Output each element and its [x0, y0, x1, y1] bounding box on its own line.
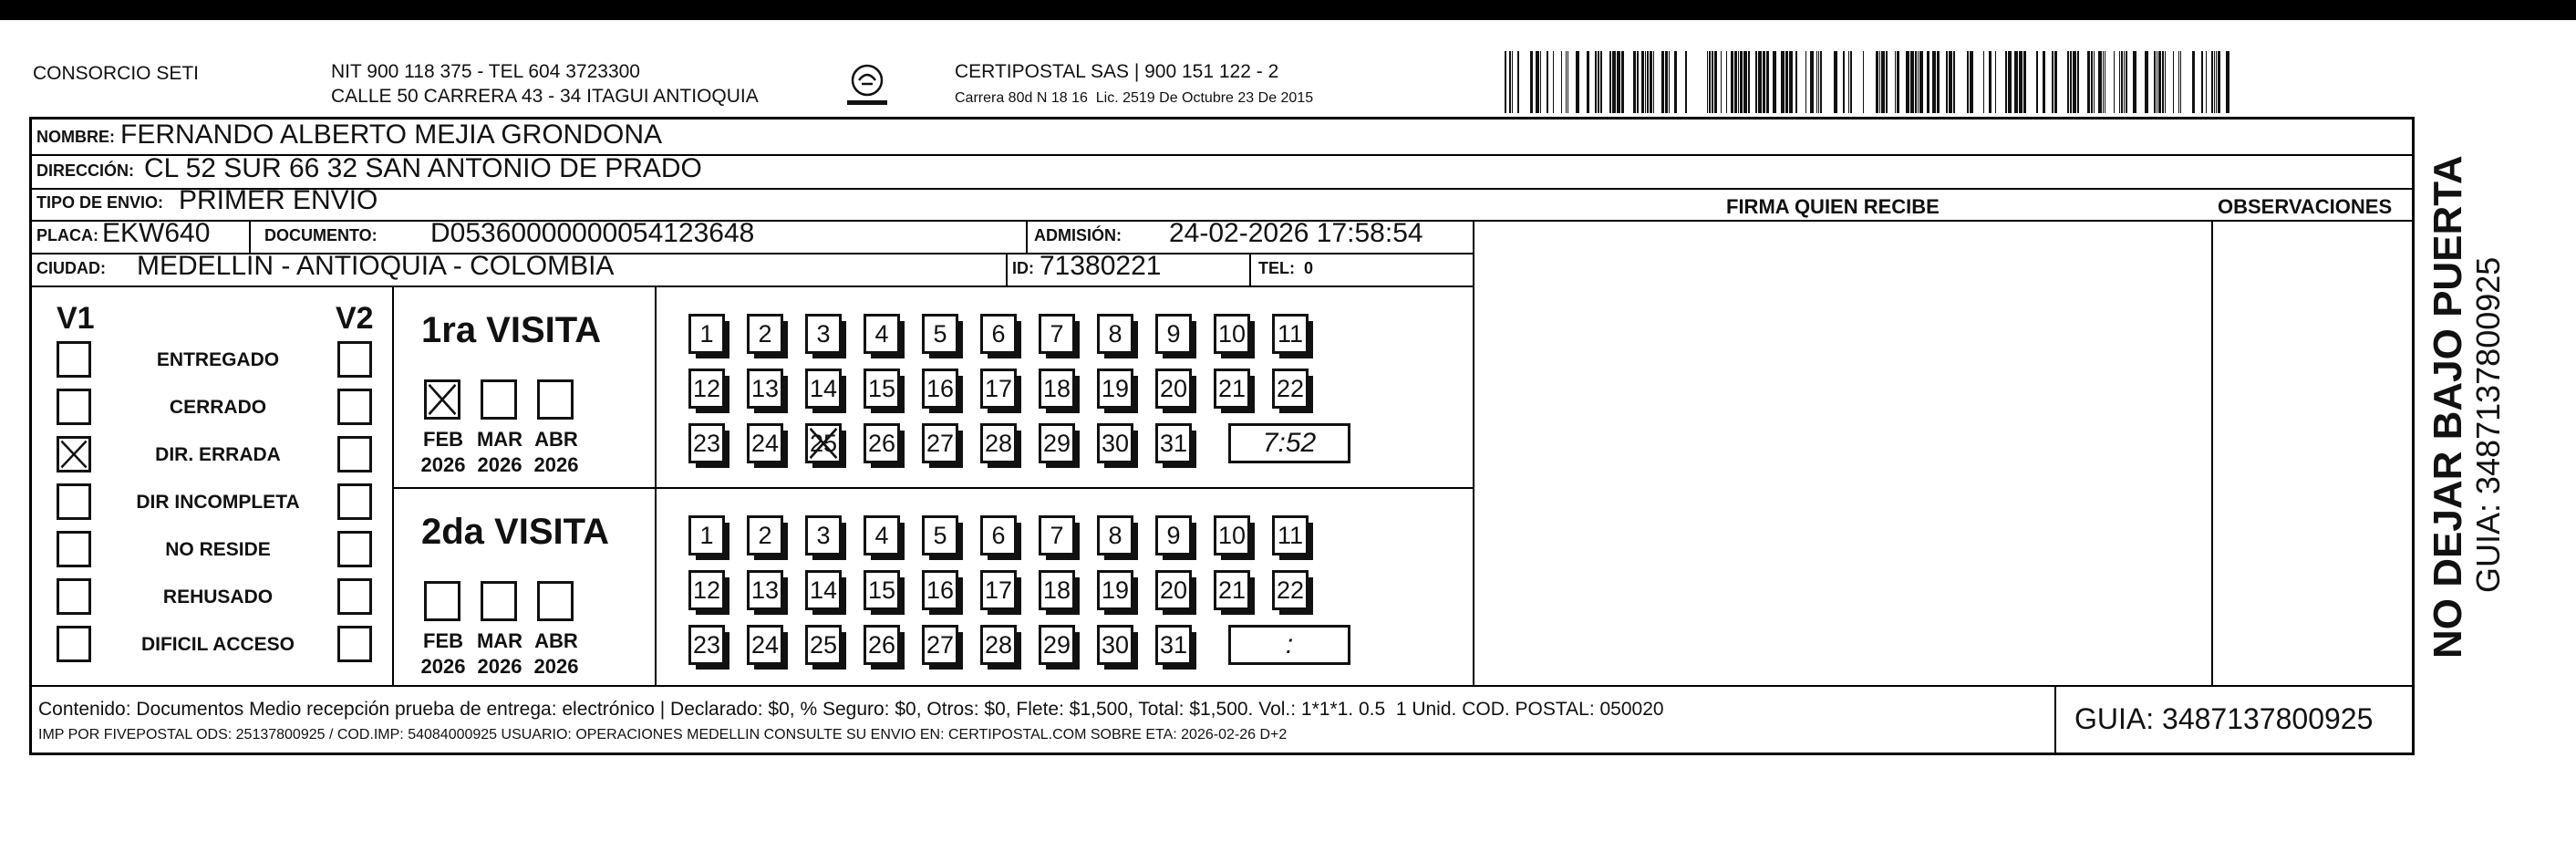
day-box[interactable]: 3 — [805, 314, 842, 354]
day-box[interactable]: 26 — [864, 423, 900, 463]
day-box[interactable]: 8 — [1097, 314, 1133, 354]
day-box[interactable]: 2 — [747, 515, 783, 555]
day-box[interactable]: 22 — [1272, 570, 1309, 610]
day-box[interactable]: 12 — [688, 369, 725, 409]
day-box[interactable]: 9 — [1155, 515, 1192, 555]
day-box[interactable]: 24 — [747, 423, 783, 463]
month-label: MAR 2026 — [476, 629, 523, 678]
v1-label: V1 — [57, 301, 95, 336]
day-box[interactable]: 13 — [747, 570, 783, 610]
day-box[interactable]: 15 — [864, 570, 900, 610]
day-box[interactable]: 10 — [1214, 314, 1250, 354]
admision-value: 24-02-2026 17:58:54 — [1169, 218, 1423, 248]
month-label: FEB 2026 — [420, 428, 466, 476]
day-box[interactable]: 28 — [980, 625, 1017, 665]
tel-label: TEL: — [1258, 259, 1295, 277]
day-box[interactable]: 5 — [922, 515, 958, 555]
v2-checkbox[interactable] — [337, 626, 372, 662]
day-box[interactable]: 12 — [688, 570, 725, 610]
reason-label: ENTREGADO — [156, 349, 280, 370]
day-box[interactable]: 17 — [980, 570, 1017, 610]
v2-checkbox[interactable] — [337, 436, 372, 472]
day-box[interactable]: 16 — [922, 570, 958, 610]
month-checkbox[interactable] — [537, 379, 574, 420]
side-warning: NO DEJAR BAJO PUERTA — [2426, 155, 2470, 659]
v2-checkbox[interactable] — [337, 578, 372, 615]
scan-top-edge — [0, 0, 2576, 20]
day-box[interactable]: 17 — [980, 369, 1017, 409]
day-box[interactable]: 1 — [688, 515, 725, 555]
footer-guia: GUIA: 3487137800925 — [2074, 702, 2374, 735]
placa-value: EKW640 — [102, 218, 211, 248]
tipo-envio-value: PRIMER ENVIO — [179, 185, 378, 215]
month-label: ABR 2026 — [533, 428, 579, 476]
day-box[interactable]: 21 — [1214, 369, 1250, 409]
day-box[interactable]: 25 — [805, 423, 842, 463]
day-box[interactable]: 4 — [864, 515, 900, 555]
firma-label: FIRMA QUIEN RECIBE — [1726, 195, 1940, 218]
direccion-value: CL 52 SUR 66 32 SAN ANTONIO DE PRADO — [144, 153, 702, 183]
day-box[interactable]: 11 — [1272, 314, 1309, 354]
day-box[interactable]: 29 — [1039, 423, 1075, 463]
id-label: ID: — [1012, 259, 1034, 277]
month-label: MAR 2026 — [476, 428, 523, 476]
month-label: FEB 2026 — [420, 629, 466, 678]
reason-label: DIR INCOMPLETA — [136, 492, 300, 513]
day-box[interactable]: 18 — [1039, 369, 1075, 409]
day-box[interactable]: 30 — [1097, 423, 1133, 463]
ciudad-value: MEDELLIN - ANTIOQUIA - COLOMBIA — [137, 251, 615, 281]
side-guia: GUIA: 3487137800925 — [2469, 256, 2507, 593]
reason-label: DIR. ERRADA — [155, 444, 281, 465]
day-box[interactable]: 7 — [1039, 314, 1075, 354]
placa-label: PLACA: — [36, 226, 98, 244]
month-checkbox[interactable] — [424, 379, 460, 420]
month-checkbox[interactable] — [481, 581, 517, 621]
day-box[interactable]: 16 — [922, 369, 958, 409]
v2-checkbox[interactable] — [337, 389, 372, 425]
month-label: ABR 2026 — [533, 629, 579, 678]
day-box[interactable]: 23 — [688, 423, 725, 463]
day-box[interactable]: 1 — [688, 314, 725, 354]
day-box[interactable]: 24 — [747, 625, 783, 665]
day-box[interactable]: 6 — [980, 314, 1017, 354]
month-checkbox[interactable] — [481, 379, 517, 420]
day-box[interactable]: 8 — [1097, 515, 1133, 555]
shipment-barcode — [1505, 51, 2234, 113]
reason-label: CERRADO — [169, 397, 267, 418]
day-box[interactable]: 18 — [1039, 570, 1075, 610]
day-box[interactable]: 26 — [864, 625, 900, 665]
day-box[interactable]: 20 — [1155, 369, 1192, 409]
reason-label: DIFICIL ACCESO — [140, 634, 295, 655]
contenido-line: Contenido: Documentos Medio recepción prueba de entrega: electrónico | Declarado: $0, % Seguro: $0, Otros: $0, Flete: $1,500, Total: $1,500. Vol.: 1*1*1. 0.5 1 Unid. COD. POSTAL: 050020 — [38, 699, 1664, 720]
id-value: 71380221 — [1040, 251, 1162, 281]
imp-line: IMP POR FIVEPOSTAL ODS: 25137800925 / COD.IMP: 54084000925 USUARIO: OPERACIONES MEDELLIN CONSULTE SU ENVIO EN: CERTIPOSTAL.COM SOBRE ETA: 2026-02-26 D+2 — [38, 727, 1288, 742]
day-box[interactable]: 21 — [1214, 570, 1250, 610]
nombre-value: FERNANDO ALBERTO MEJIA GRONDONA — [120, 119, 663, 150]
day-box[interactable]: 14 — [805, 369, 842, 409]
observaciones-label: OBSERVACIONES — [2218, 195, 2393, 218]
month-checkbox[interactable] — [537, 581, 574, 621]
day-box[interactable]: 14 — [805, 570, 842, 610]
day-box[interactable]: 20 — [1155, 570, 1192, 610]
company-name: CONSORCIO SETI — [33, 63, 200, 84]
tel-value: 0 — [1304, 259, 1314, 277]
day-box[interactable]: 2 — [747, 314, 783, 354]
day-box[interactable]: 25 — [805, 625, 842, 665]
day-box[interactable]: 19 — [1097, 570, 1133, 610]
v2-checkbox[interactable] — [337, 531, 372, 567]
nombre-label: NOMBRE: — [36, 128, 115, 146]
license-line: Carrera 80d N 18 16 Lic. 2519 De Octubre 23 De 2015 — [955, 90, 1314, 106]
day-box[interactable]: 30 — [1097, 625, 1133, 665]
reason-label: NO RESIDE — [165, 539, 271, 560]
reason-label: REHUSADO — [162, 587, 274, 607]
day-box[interactable]: 27 — [922, 625, 958, 665]
day-box[interactable]: 28 — [980, 423, 1017, 463]
month-checkbox[interactable] — [424, 581, 460, 621]
day-box[interactable]: 9 — [1155, 314, 1192, 354]
admision-label: ADMISIÓN: — [1034, 226, 1122, 244]
day-box[interactable]: 31 — [1155, 625, 1192, 665]
day-box[interactable]: 31 — [1155, 423, 1192, 463]
documento-label: DOCUMENTO: — [264, 226, 378, 244]
day-box[interactable]: 7 — [1039, 515, 1075, 555]
delivery-form — [29, 117, 2415, 755]
day-box[interactable]: 4 — [864, 314, 900, 354]
nit-line: NIT 900 118 375 - TEL 604 3723300 — [331, 61, 640, 82]
carrier-line: CERTIPOSTAL SAS | 900 151 122 - 2 — [955, 61, 1279, 82]
visit-title: 1ra VISITA — [421, 310, 602, 350]
day-box[interactable]: 19 — [1097, 369, 1133, 409]
visit-time-box[interactable]: 7:52 — [1228, 423, 1350, 463]
tipo-envio-label: TIPO DE ENVIO: — [36, 193, 164, 212]
day-box[interactable]: 3 — [805, 515, 842, 555]
visit-time-box[interactable]: : — [1228, 625, 1350, 665]
documento-value: D05360000000054123648 — [430, 218, 755, 248]
day-box[interactable]: 27 — [922, 423, 958, 463]
day-box[interactable]: 23 — [688, 625, 725, 665]
direccion-label: DIRECCIÓN: — [36, 161, 134, 180]
day-box[interactable]: 11 — [1272, 515, 1309, 555]
ciudad-label: CIUDAD: — [36, 259, 106, 277]
certipostal-logo — [843, 60, 891, 111]
visit-title: 2da VISITA — [421, 512, 609, 552]
day-box[interactable]: 22 — [1272, 369, 1309, 409]
v2-label: V2 — [336, 301, 374, 336]
day-box[interactable]: 6 — [980, 515, 1017, 555]
day-box[interactable]: 13 — [747, 369, 783, 409]
v2-checkbox[interactable] — [337, 341, 372, 378]
day-box[interactable]: 5 — [922, 314, 958, 354]
day-box[interactable]: 29 — [1039, 625, 1075, 665]
day-box[interactable]: 10 — [1214, 515, 1250, 555]
address-line: CALLE 50 CARRERA 43 - 34 ITAGUI ANTIOQUIA — [331, 86, 759, 107]
day-box[interactable]: 15 — [864, 369, 900, 409]
v2-checkbox[interactable] — [337, 483, 372, 520]
